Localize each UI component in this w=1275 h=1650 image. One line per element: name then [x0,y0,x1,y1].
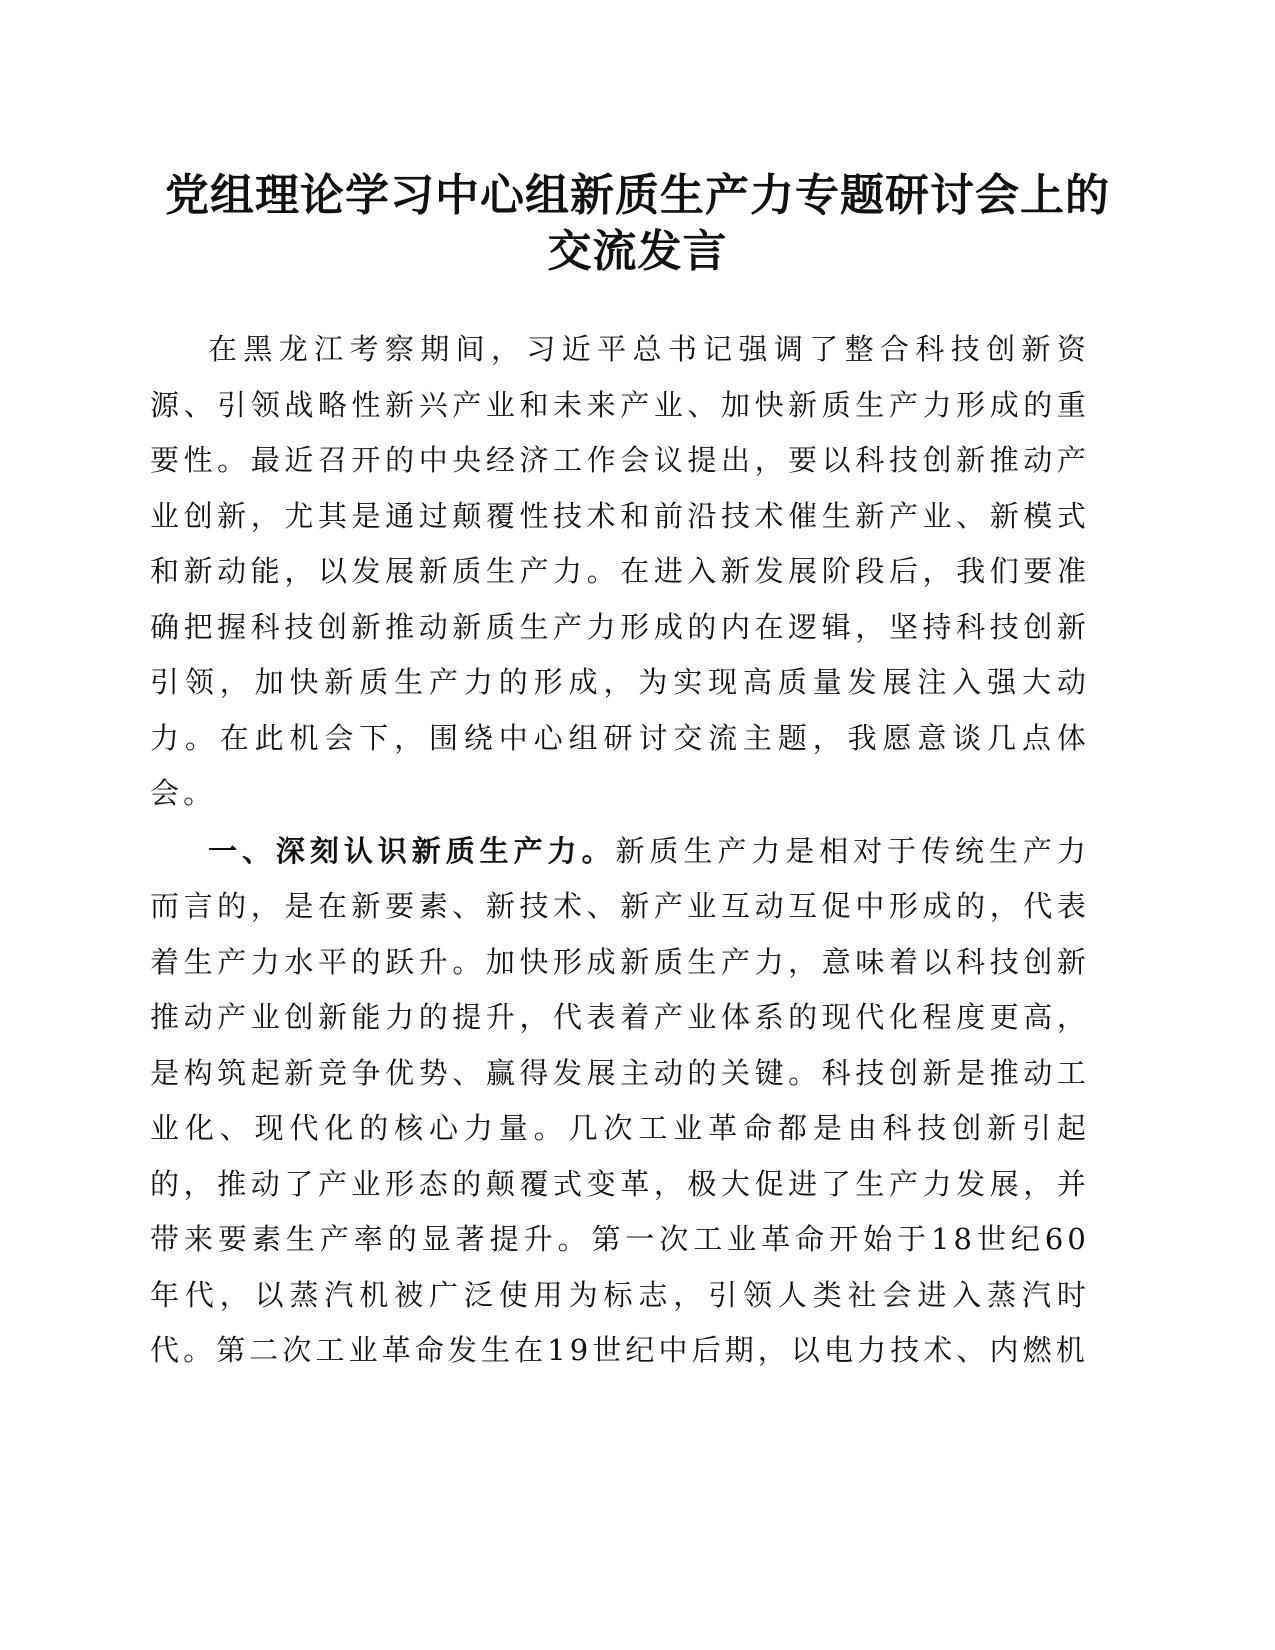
paragraph-text: 新质生产力是相对于传统生产力而言的，是在新要素、新技术、新产业互动互促中形成的，代表着生产力水平的跃升。加快形成新质生产力，意味着以科技创新推动产业创新能力的提升，代表着产业体系的现代化程度更高，是构筑起新竞争优势、赢得发展主动的关键。科技创新是推动工业化、现代化的核心力量。几次工业革命都是由科技创新引起的，推动了产业形态的颠覆式变革，极大促进了生产力发展，并带来要素生产率的显著提升。第一次工业革命开始于18世纪60年代，以蒸汽机被广泛使用为标志，引领人类社会进入蒸汽时代。第二次工业革命发生在19世纪中后期，以电力技术、内燃机 [150,833,1090,1367]
document-body [150,322,1090,1379]
section-heading: 一、深刻认识新质生产力。 [208,833,616,868]
paragraph-section-1 [150,824,1090,1379]
paragraph-intro [150,322,1090,822]
paragraph-text: 在黑龙江考察期间，习近平总书记强调了整合科技创新资源、引领战略性新兴产业和未来产业、加快新质生产力形成的重要性。最近召开的中央经济工作会议提出，要以科技创新推动产业创新，尤其是通过颠覆性技术和前沿技术催生新产业、新模式和新动能，以发展新质生产力。在进入新发展阶段后，我们要准确把握科技创新推动新质生产力形成的内在逻辑，坚持科技创新引领，加快新质生产力的形成，为实现高质量发展注入强大动力。在此机会下，围绕中心组研讨交流主题，我愿意谈几点体会。 [150,332,1090,810]
document-title: 党组理论学习中心组新质生产力专题研讨会上的交流发言 [165,170,1110,277]
